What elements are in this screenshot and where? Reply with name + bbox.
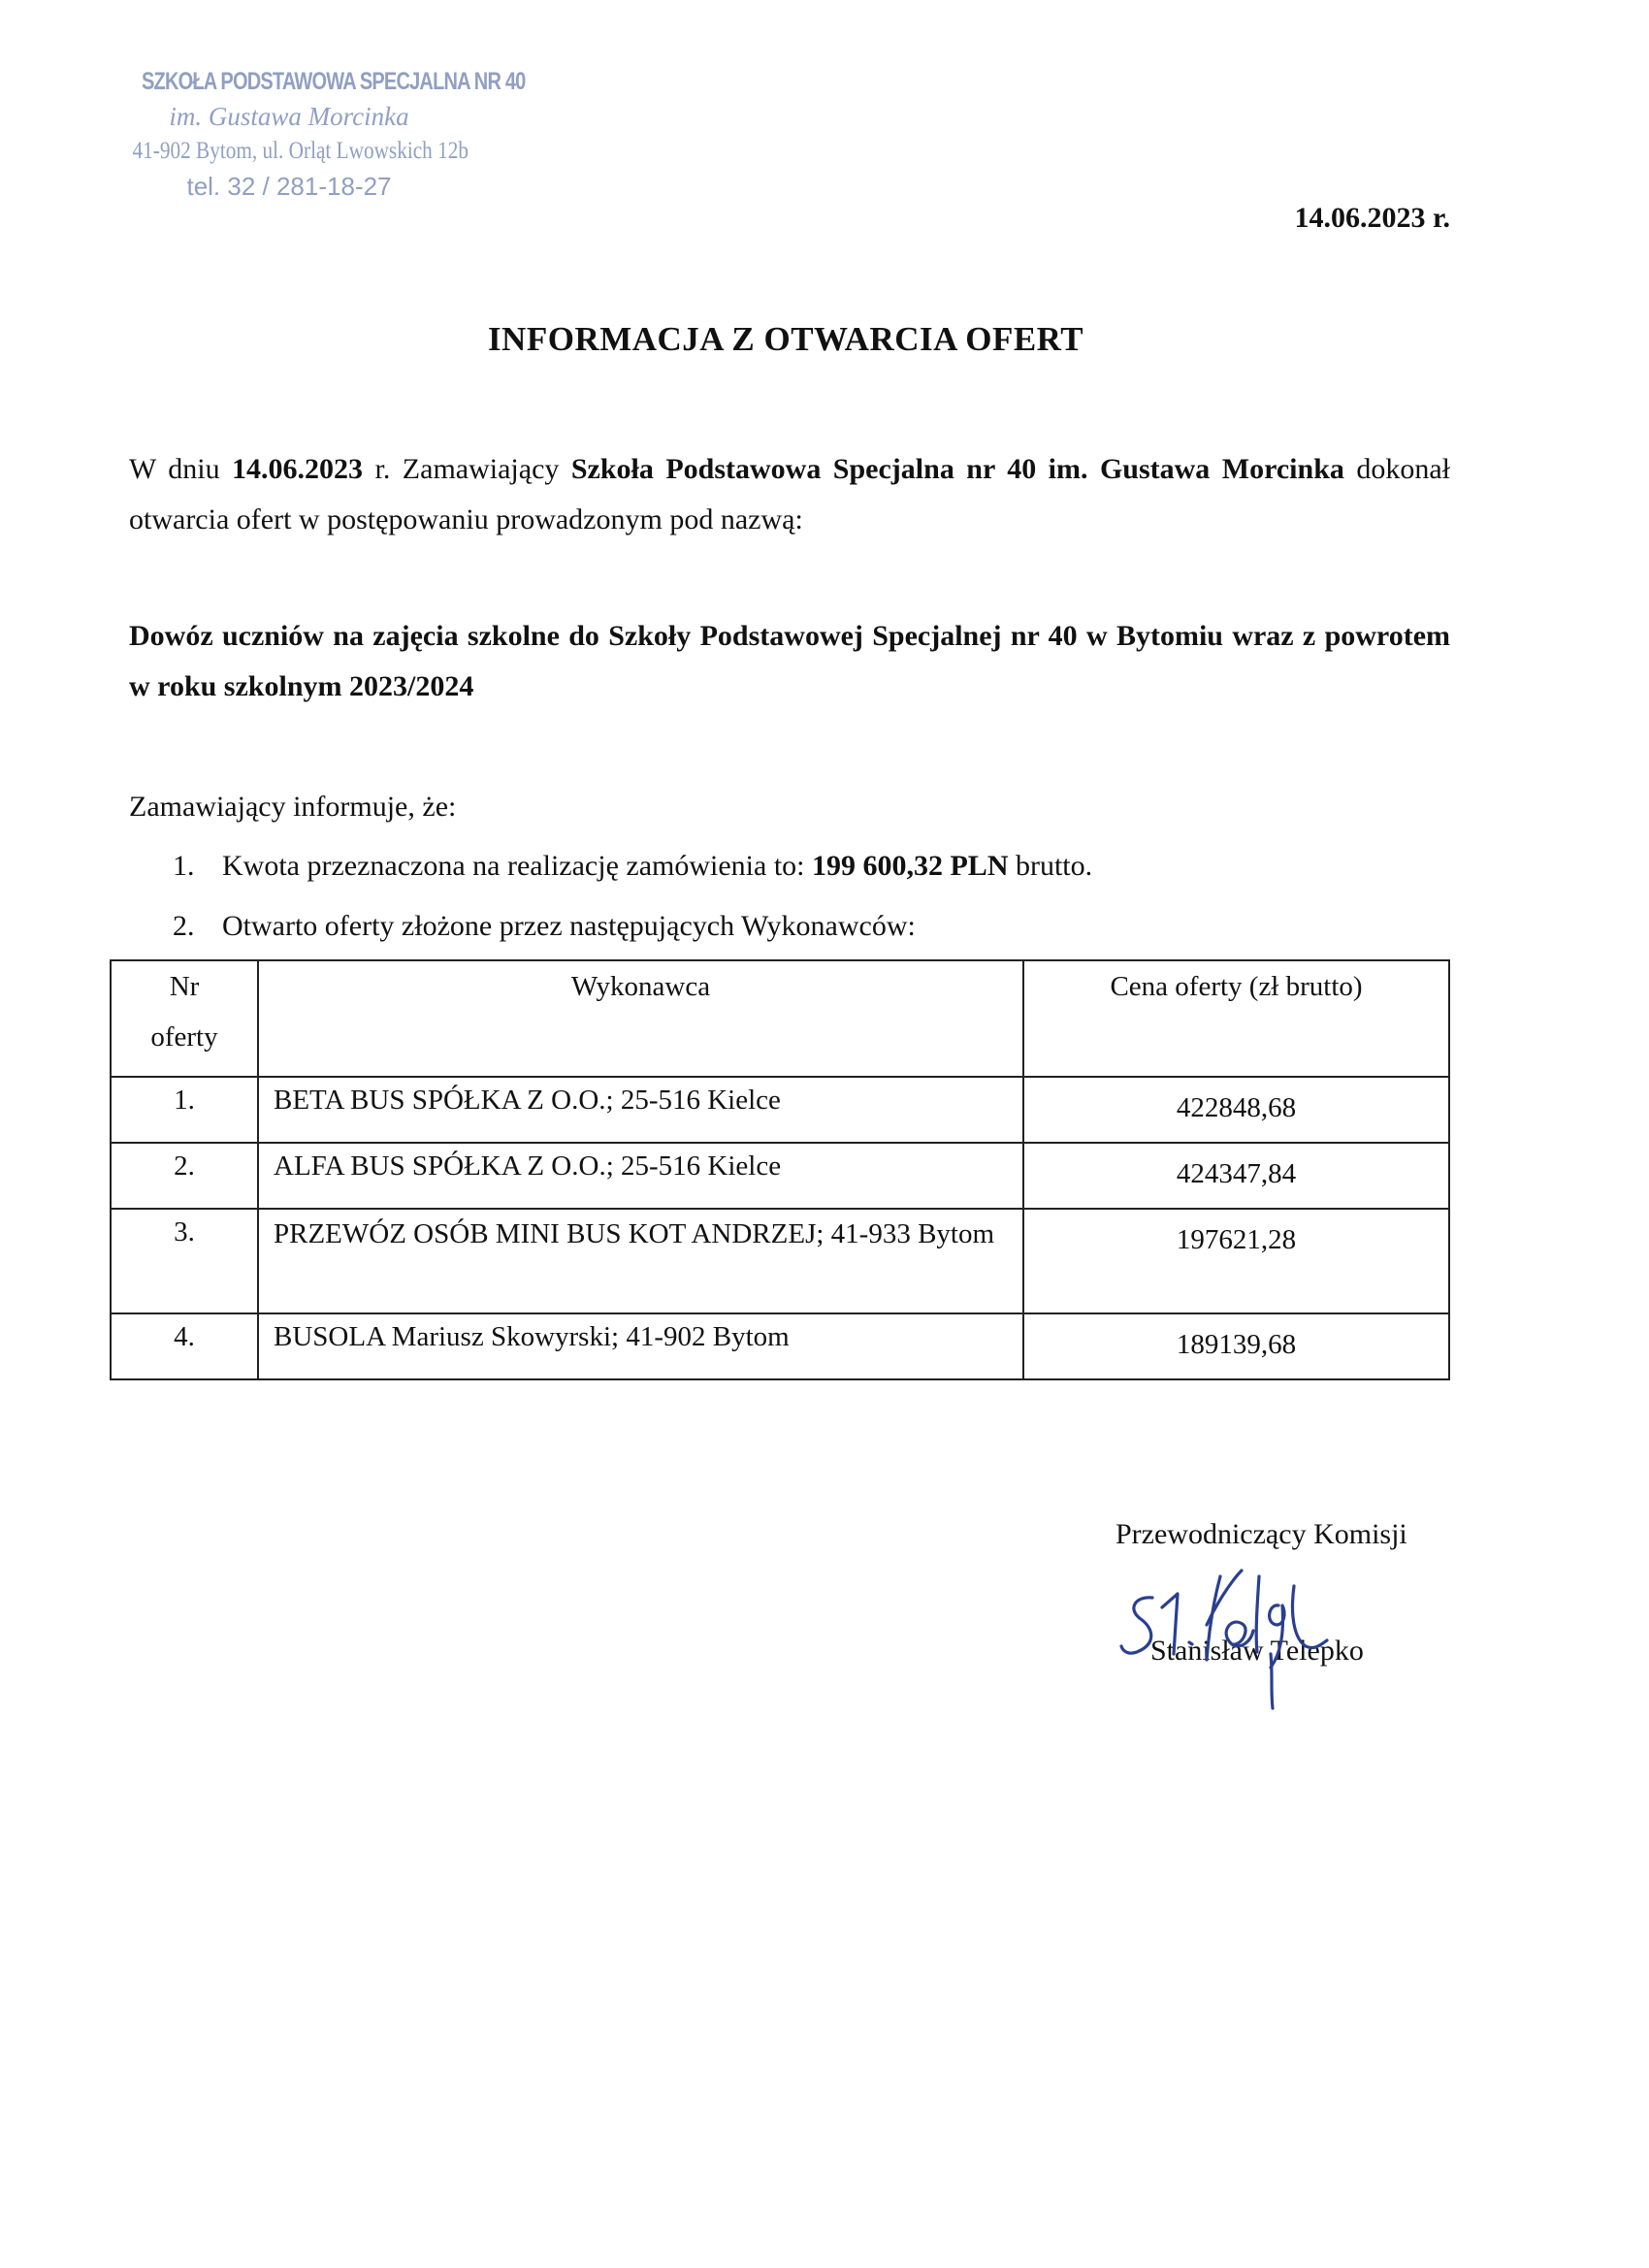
offer-number: 2. (111, 1143, 258, 1209)
offer-contractor: PRZEWÓZ OSÓB MINI BUS KOT ANDRZEJ; 41-933 Bytom (258, 1209, 1023, 1313)
offer-number: 4. (111, 1313, 258, 1379)
intro-date: 14.06.2023 (232, 453, 364, 485)
header-price: Cena oferty (zł brutto) (1023, 960, 1449, 1077)
list-item-number: 1. (173, 850, 195, 882)
offer-price: 189139,68 (1023, 1313, 1449, 1379)
signatory-name: Stanisław Telepko (1150, 1635, 1364, 1667)
intro-text-2: r. Zamawiający (363, 453, 571, 485)
stamp-line-phone: tel. 32 / 281-18-27 (186, 172, 392, 201)
handwritten-signature (1106, 1538, 1397, 1712)
school-stamp (105, 64, 526, 204)
intro-paragraph (129, 444, 1450, 545)
offer-number: 3. (111, 1209, 258, 1313)
offer-price: 422848,68 (1023, 1077, 1449, 1143)
intro-text-1: W dniu (129, 453, 233, 485)
offer-number: 1. (111, 1077, 258, 1143)
header-contractor: Wykonawca (258, 960, 1023, 1077)
offers-table (110, 959, 1450, 1380)
stamp-line-address: 41-902 Bytom, ul. Orląt Lwowskich 12b (132, 138, 469, 164)
list-item (173, 836, 1453, 896)
offer-price: 424347,84 (1023, 1143, 1449, 1209)
offer-price: 197621,28 (1023, 1209, 1449, 1313)
signatory-role: Przewodniczący Komisji (1116, 1518, 1407, 1550)
table-row (111, 1077, 1449, 1143)
offer-contractor: BETA BUS SPÓŁKA Z O.O.; 25-516 Kielce (258, 1077, 1023, 1143)
info-lead: Zamawiający informuje, że: (129, 791, 457, 823)
budget-suffix: brutto. (1008, 850, 1093, 882)
offer-contractor: BUSOLA Mariusz Skowyrski; 41-902 Bytom (258, 1313, 1023, 1379)
stamp-line-school: SZKOŁA PODSTAWOWA SPECJALNA NR 40 (142, 68, 526, 95)
document-title: INFORMACJA Z OTWARCIA OFERT (487, 320, 1084, 358)
budget-amount: 199 600,32 PLN (811, 850, 1009, 882)
list-item (173, 896, 1453, 956)
budget-label: Kwota przeznaczona na realizację zamówienia to: (222, 850, 812, 882)
list-item-number: 2. (173, 910, 195, 942)
list-item-text: Otwarto oferty złożone przez następujących Wykonawców: (222, 910, 916, 942)
header-nr: Nr (169, 971, 200, 1002)
header-offer-number (111, 960, 258, 1077)
table-row (111, 1313, 1449, 1379)
header-oferty: oferty (150, 1021, 218, 1053)
table-row (111, 1209, 1449, 1313)
document-date: 14.06.2023 r. (1294, 202, 1450, 234)
offer-contractor: ALFA BUS SPÓŁKA Z O.O.; 25-516 Kielce (258, 1143, 1023, 1209)
intro-text-3: dokonał otwarcia ofert w postępowaniu prowadzonym pod nazwą: (129, 453, 1451, 535)
table-header-row (111, 960, 1449, 1077)
list-item-text (222, 836, 1092, 896)
orderer-name: Szkoła Podstawowa Specjalna nr 40 im. Gustawa Morcinka (570, 453, 1344, 485)
table-row (111, 1143, 1449, 1209)
stamp-line-patron: im. Gustawa Morcinka (169, 102, 409, 131)
procurement-subject: Dowóz uczniów na zajęcia szkolne do Szkoły Podstawowej Specjalnej nr 40 w Bytomiu wraz z powrotem w roku szkolnym 2023/2024 (129, 620, 1450, 702)
info-list (173, 836, 1453, 956)
